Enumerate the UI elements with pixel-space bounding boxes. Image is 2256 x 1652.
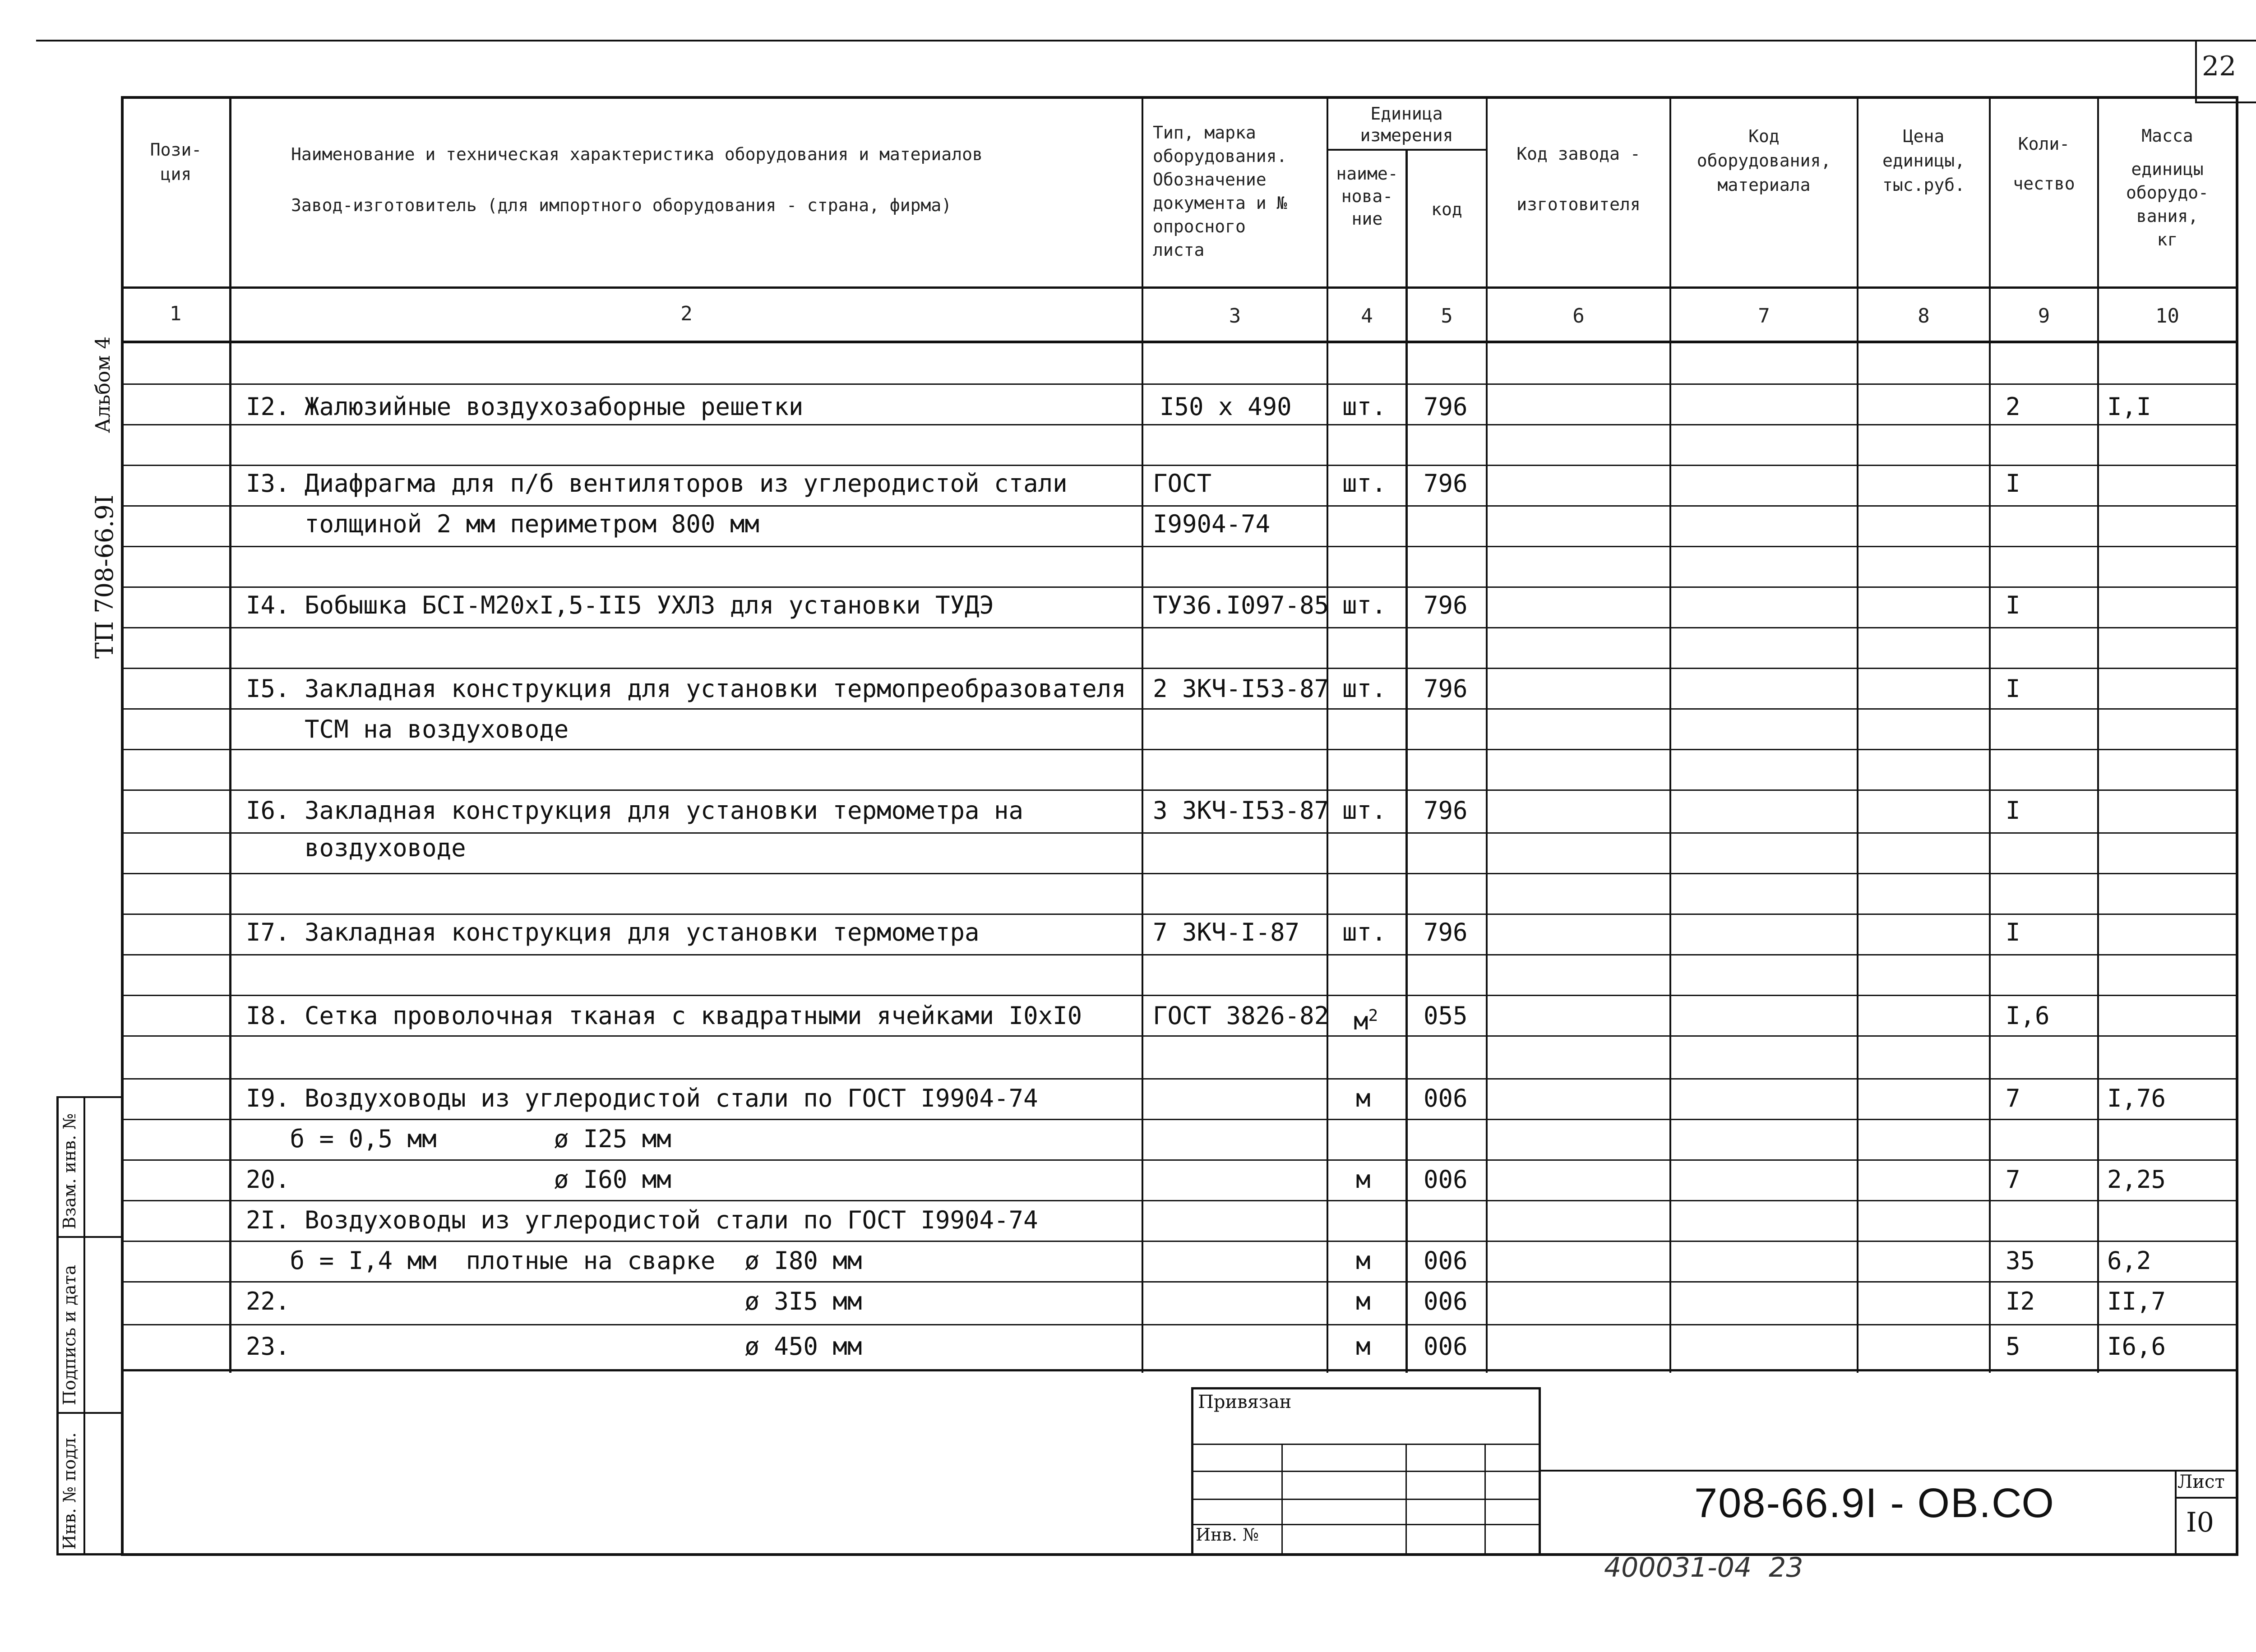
item-name: толщиной 2 мм периметром 800 мм — [246, 510, 759, 538]
item-code: 796 — [1424, 918, 1468, 946]
row-line — [122, 1159, 2238, 1161]
item-name: I9. Воздуховоды из углеродистой стали по ГОСТ I9904-74 — [246, 1084, 1038, 1112]
header-position: Пози- ция — [150, 140, 202, 184]
row-line — [122, 668, 2238, 669]
row-line — [122, 914, 2238, 915]
item-name: 20. ø I60 мм — [246, 1165, 671, 1194]
side-box-div2 — [56, 1412, 122, 1414]
item-name: I3. Диафрагма для п/б вентиляторов из углеродистой стали — [246, 469, 1068, 498]
item-name: 22. ø 3I5 мм — [246, 1287, 862, 1315]
column-number: 4 — [1361, 305, 1373, 328]
row-line — [122, 505, 2238, 507]
stamp-row — [1191, 1499, 1541, 1500]
table-frame-bottom — [121, 1553, 2238, 1556]
table-frame-top — [122, 96, 2238, 99]
side-box-bottom — [56, 1553, 122, 1555]
item-name: I2. Жалюзийные воздухозаборные решетки — [246, 392, 804, 421]
column-number: 7 — [1758, 305, 1770, 328]
item-unit: шт. — [1342, 674, 1387, 703]
item-qty: I2 — [2006, 1287, 2035, 1315]
item-unit: шт. — [1342, 469, 1387, 498]
side-box-mid — [83, 1096, 85, 1555]
stamp-col — [1484, 1444, 1486, 1554]
row-line — [122, 1324, 2238, 1325]
item-qty: I — [2006, 674, 2020, 703]
item-code: 055 — [1424, 1001, 1468, 1030]
stamp-row — [1191, 1444, 1541, 1445]
row-line — [122, 383, 2238, 385]
col-line-8 — [1989, 96, 1991, 1373]
column-number: 8 — [1918, 305, 1930, 328]
col-line-7 — [1857, 96, 1858, 1373]
row-line — [122, 708, 2238, 710]
row-line — [122, 627, 2238, 628]
item-qty: 5 — [2006, 1332, 2020, 1361]
item-qty: I — [2006, 591, 2020, 619]
item-type: I9904-74 — [1153, 510, 1271, 538]
item-type: I50 x 490 — [1160, 392, 1292, 421]
item-unit: м — [1356, 1246, 1371, 1275]
item-unit: м — [1356, 1332, 1371, 1361]
column-number: 10 — [2155, 305, 2179, 328]
col-line-1 — [229, 96, 231, 1373]
col-line-2 — [1142, 96, 1143, 1373]
album-label: Альбом 4 — [92, 336, 115, 433]
header-unit-group: Единица измерения — [1360, 104, 1453, 145]
header-unit-name: наиме- нова- ние — [1336, 164, 1398, 229]
item-code: 006 — [1424, 1287, 1468, 1315]
top-rule — [36, 40, 2256, 42]
header-type: Тип, марка оборудования. Обозначение документа и № опросного листа — [1153, 123, 1287, 260]
item-code: 006 — [1424, 1332, 1468, 1361]
side-label-inv-podl: Инв. № подл. — [60, 1432, 79, 1550]
item-type: 7 ЗКЧ-I-87 — [1153, 918, 1300, 946]
item-type: ГОСТ — [1153, 469, 1212, 498]
handwritten-code: 400031-04 23 — [1604, 1552, 1803, 1583]
item-qty: 2 — [2006, 392, 2020, 421]
numbers-bottom — [122, 341, 2238, 343]
column-number: 1 — [169, 302, 182, 325]
stamp-col — [1405, 1444, 1407, 1554]
item-type: 3 ЗКЧ-I53-87 — [1153, 796, 1329, 825]
item-qty: 7 — [2006, 1165, 2020, 1194]
row-line — [122, 546, 2238, 547]
item-code: 006 — [1424, 1165, 1468, 1194]
header-price: Цена единицы, тыс.руб. — [1882, 126, 1965, 195]
side-box-top — [56, 1096, 122, 1098]
stamp-inv-no: Инв. № — [1196, 1525, 1259, 1545]
item-type: ГОСТ 3826-82 — [1153, 1001, 1329, 1030]
row-line — [122, 1119, 2238, 1120]
item-name: I8. Сетка проволочная тканая с квадратными ячейками I0хI0 — [246, 1001, 1082, 1030]
item-mass: I,I — [2107, 392, 2151, 421]
column-number: 2 — [680, 302, 693, 325]
table-frame-right — [2236, 96, 2238, 1555]
row-line — [122, 789, 2238, 791]
header-material-code: Код оборудования, материала — [1697, 126, 1831, 195]
row-line — [122, 1281, 2238, 1283]
col-line-4 — [1405, 149, 1408, 1373]
item-name: б = I,4 мм плотные на сварке ø I80 мм — [246, 1246, 862, 1275]
table-body-bottom — [122, 1369, 2238, 1371]
item-name: I4. Бобышка БСI-М20хI,5-II5 УХЛ3 для установки ТУДЭ — [246, 591, 994, 619]
item-name: б = 0,5 мм ø I25 мм — [246, 1125, 671, 1153]
item-name: ТСМ на воздуховоде — [246, 715, 569, 743]
item-mass: 6,2 — [2107, 1246, 2151, 1275]
header-unit-code: код — [1431, 199, 1462, 219]
row-line — [122, 995, 2238, 996]
item-unit: $м^2$ — [1354, 1006, 1378, 1035]
item-mass: I,76 — [2107, 1084, 2166, 1112]
stamp-privyazan: Привязан — [1198, 1392, 1292, 1412]
row-line — [122, 1035, 2238, 1037]
item-unit: шт. — [1342, 591, 1387, 619]
side-box-left — [56, 1096, 59, 1555]
item-code: 796 — [1424, 796, 1468, 825]
item-qty: I — [2006, 918, 2020, 946]
sheet-number: I0 — [2186, 1507, 2214, 1538]
row-line — [122, 424, 2238, 425]
item-name: I5. Закладная конструкция для установки термопреобразователя — [246, 674, 1126, 703]
header-name-line2: Завод-изготовитель (для импортного оборудования - страна, фирма) — [291, 195, 952, 215]
sheet-box-mid — [2175, 1497, 2238, 1499]
row-line — [122, 586, 2238, 588]
document-designation: 708-66.9I - ОВ.СО — [1694, 1480, 2055, 1526]
column-number: 9 — [2038, 305, 2050, 328]
item-qty: I — [2006, 796, 2020, 825]
album-code: ТП 708-66.9I — [90, 494, 119, 659]
item-mass: I6,6 — [2107, 1332, 2166, 1361]
item-unit: шт. — [1342, 918, 1387, 946]
item-code: 006 — [1424, 1246, 1468, 1275]
item-unit: м — [1356, 1287, 1371, 1315]
item-code: 796 — [1424, 469, 1468, 498]
item-unit: м — [1356, 1165, 1371, 1194]
title-block-top — [1539, 1470, 2238, 1472]
side-label-podpis: Подпись и дата — [60, 1264, 79, 1405]
page-number: 22 — [2202, 51, 2237, 82]
item-unit: шт. — [1342, 392, 1387, 421]
header-bottom — [122, 286, 2238, 289]
sheet-label: Лист — [2177, 1472, 2225, 1492]
item-qty: I,6 — [2006, 1001, 2050, 1030]
item-code: 796 — [1424, 674, 1468, 703]
item-mass: II,7 — [2107, 1287, 2166, 1315]
row-line — [122, 1241, 2238, 1242]
row-line — [122, 873, 2238, 874]
side-box-div1 — [56, 1236, 122, 1238]
item-type: 2 ЗКЧ-I53-87 — [1153, 674, 1329, 703]
row-line — [122, 1200, 2238, 1201]
col-line-3 — [1327, 96, 1328, 1373]
sheet-box-left — [2175, 1470, 2177, 1555]
item-unit: м — [1356, 1084, 1371, 1112]
side-label-vzam: Взам. инв. № — [60, 1113, 79, 1229]
item-code: 006 — [1424, 1084, 1468, 1112]
page-number-box-bottom — [2195, 102, 2256, 103]
header-factory-code: Код завода - изготовителя — [1516, 144, 1641, 214]
item-name: воздуховоде — [246, 834, 466, 862]
item-type: ТУ36.I097-85 — [1153, 591, 1329, 619]
row-line — [122, 954, 2238, 955]
col-line-9 — [2097, 96, 2099, 1373]
item-code: 796 — [1424, 591, 1468, 619]
column-number: 3 — [1229, 305, 1241, 328]
item-qty: 35 — [2006, 1246, 2035, 1275]
stamp-box-top — [1191, 1387, 1541, 1389]
header-quantity: Коли- чество — [2013, 134, 2075, 194]
item-code: 796 — [1424, 392, 1468, 421]
header-name-line1: Наименование и техническая характеристика оборудования и материалов — [291, 144, 983, 164]
item-name: 23. ø 450 мм — [246, 1332, 862, 1361]
item-qty: I — [2006, 469, 2020, 498]
column-number: 5 — [1441, 305, 1453, 328]
item-name: I7. Закладная конструкция для установки термометра — [246, 918, 980, 946]
item-name: I6. Закладная конструкция для установки термометра на — [246, 796, 1024, 825]
item-qty: 7 — [2006, 1084, 2020, 1112]
header-mass: Масса единицы оборудо- вания, кг — [2126, 126, 2209, 249]
page-number-box-left — [2195, 42, 2197, 102]
row-line — [122, 465, 2238, 466]
col-line-5 — [1486, 96, 1488, 1373]
item-mass: 2,25 — [2107, 1165, 2166, 1194]
col-line-6 — [1669, 96, 1671, 1373]
row-line — [122, 1078, 2238, 1080]
stamp-col — [1281, 1444, 1283, 1554]
column-number: 6 — [1572, 305, 1585, 328]
row-line — [122, 749, 2238, 750]
item-name: 2I. Воздуховоды из углеродистой стали по ГОСТ I9904-74 — [246, 1206, 1038, 1234]
stamp-row — [1191, 1471, 1541, 1472]
item-unit: шт. — [1342, 796, 1387, 825]
